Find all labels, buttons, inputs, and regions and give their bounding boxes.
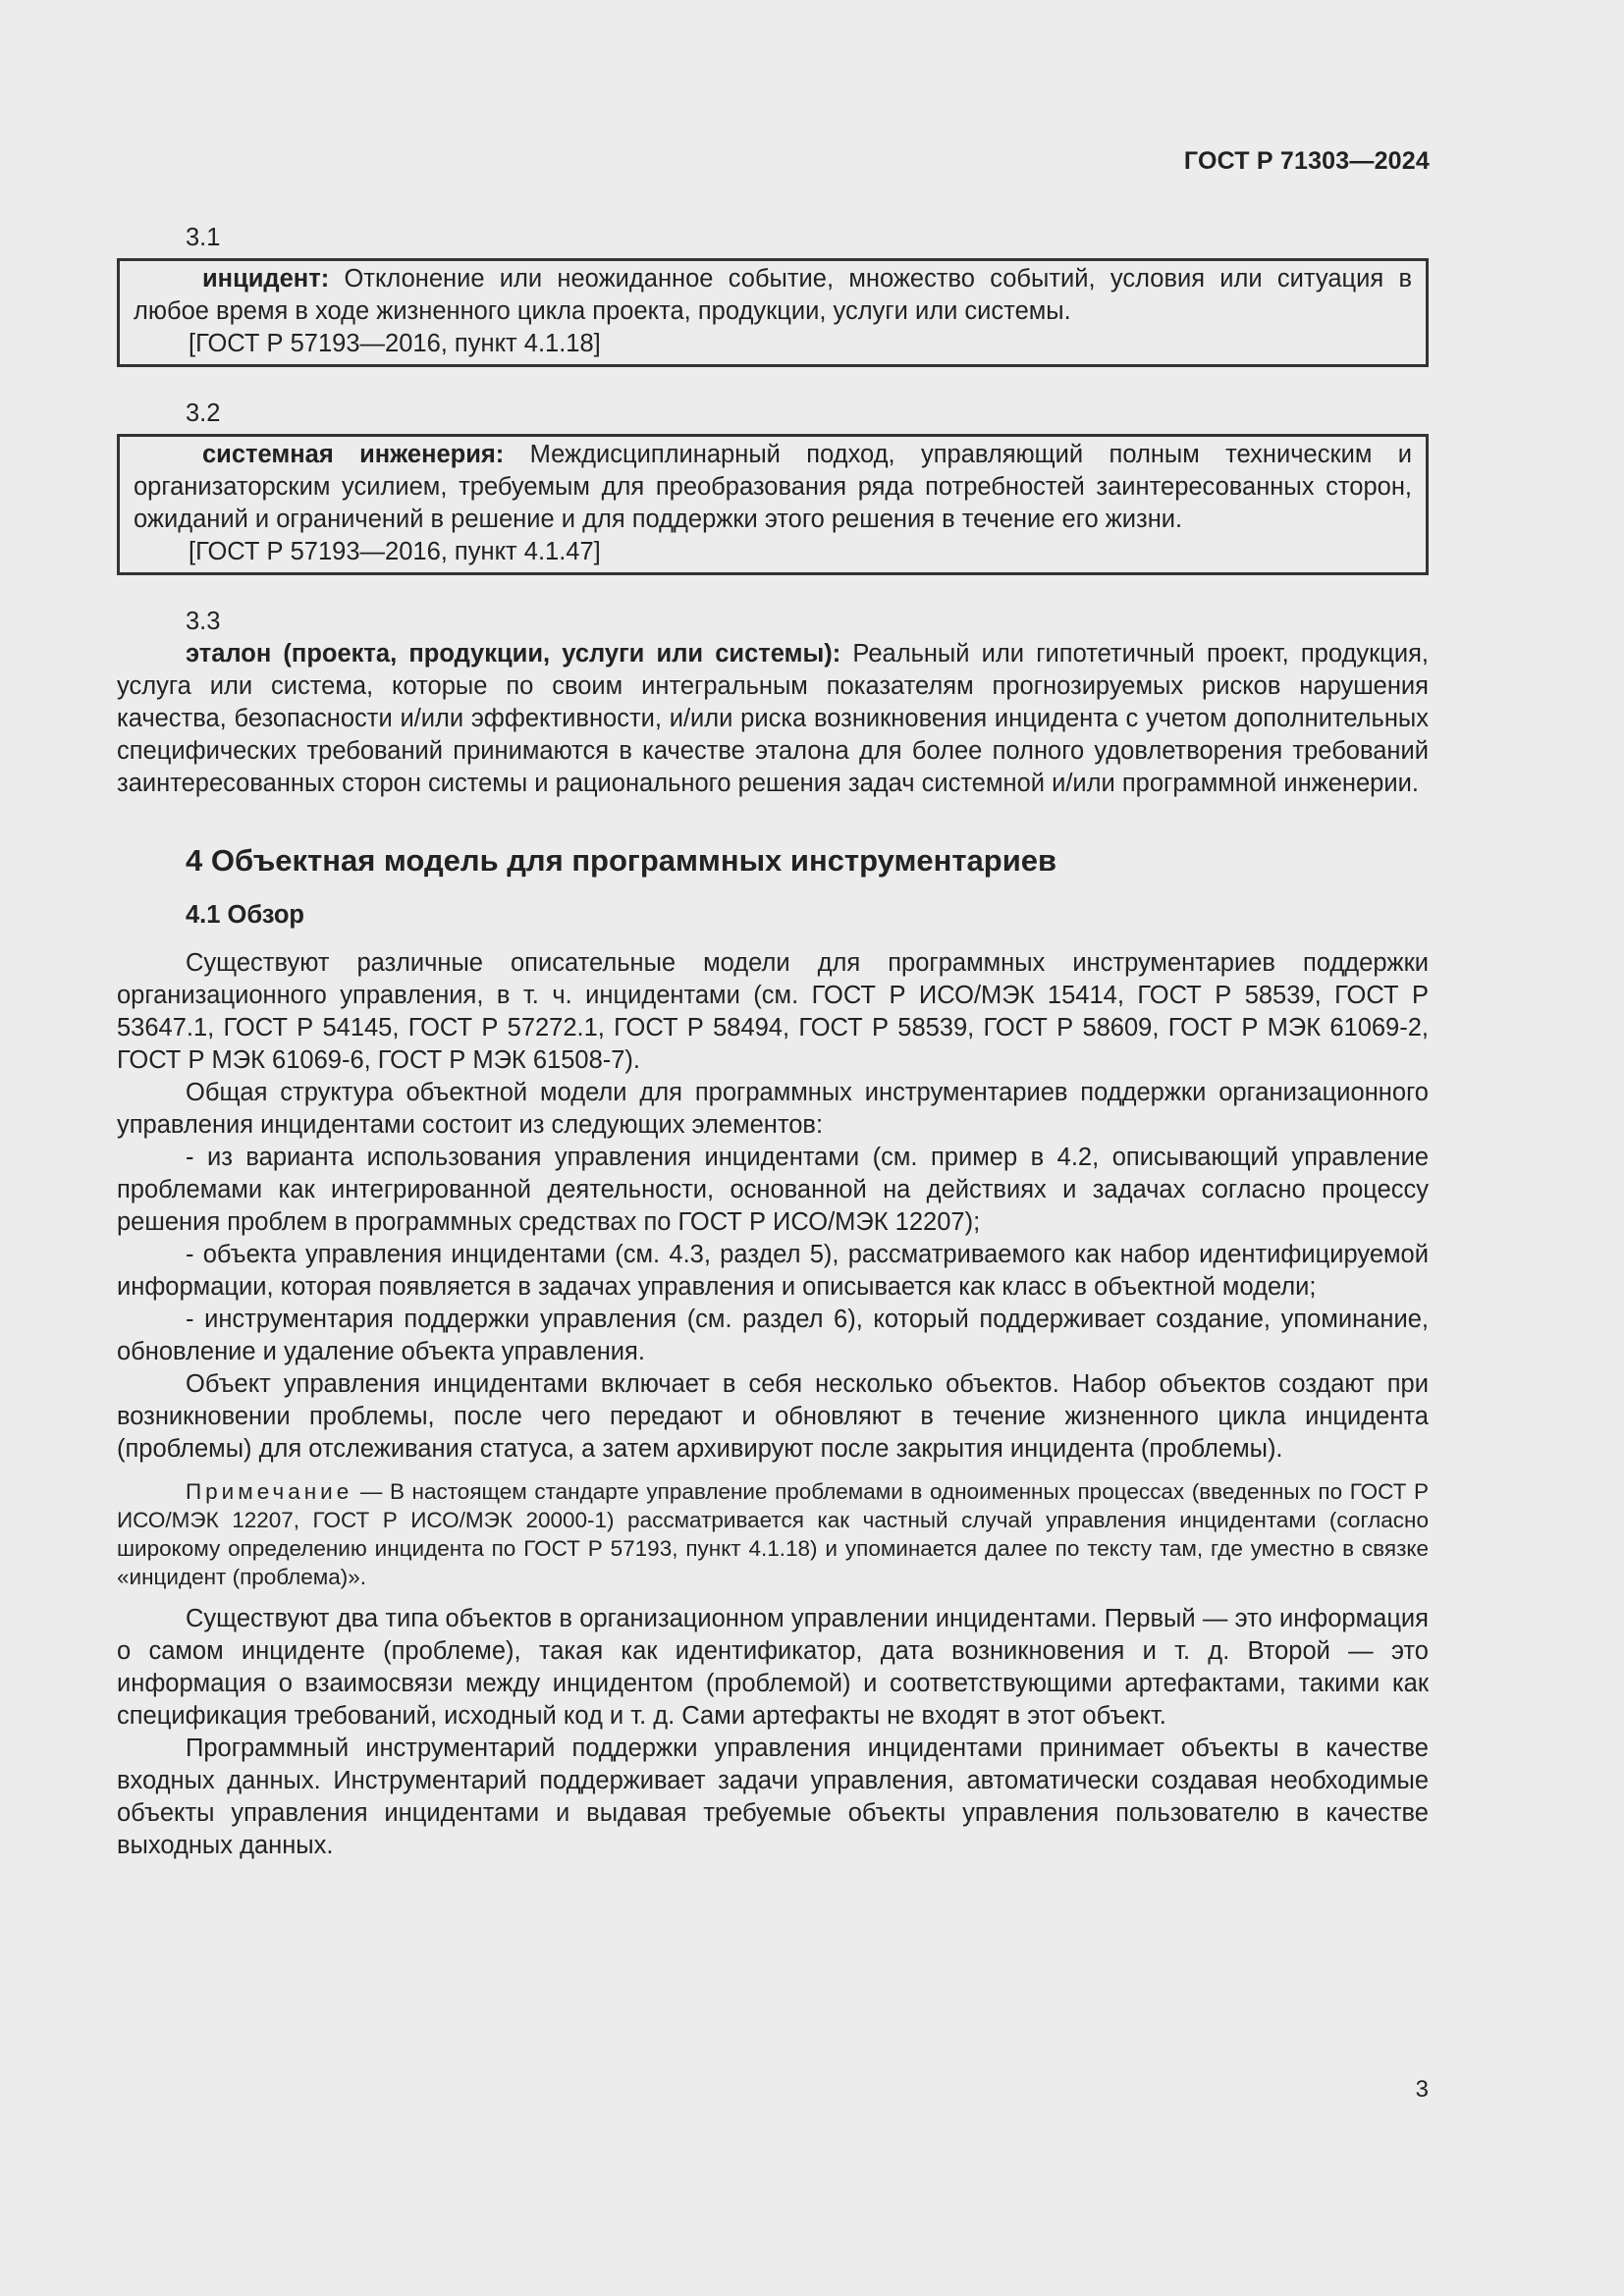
term-definition	[134, 439, 1412, 536]
term-definition-box	[117, 258, 1429, 367]
page-number: 3	[1415, 2076, 1429, 2103]
term-name: инцидент:	[202, 265, 330, 293]
term-definition	[134, 263, 1412, 328]
page-content	[117, 222, 1429, 1862]
body-paragraph: Общая структура объектной модели для программных инструментариев поддержки организационного управления инцидентами состоит из следующих элементов:	[117, 1079, 1429, 1139]
term-source: [ГОСТ Р 57193—2016, пункт 4.1.47]	[189, 538, 601, 565]
body-paragraph: Программный инструментарий поддержки управления инцидентами принимает объекты в качестве входных данных. Инструментарий поддерживает задачи управления, автоматически создавая необходимые объекты управления инцидентами и выдавая требуемые объекты управления пользователю в качестве выходных данных.	[117, 1735, 1429, 1859]
term-name: системная инженерия:	[202, 441, 505, 468]
term-name: эталон (проекта, продукции, услуги или системы):	[186, 640, 841, 667]
term-number: 3.2	[186, 400, 221, 427]
list-item: - из варианта использования управления инцидентами (см. пример в 4.2, описывающий управление проблемами как интегрированной деятельности, основанной на действиях и задачах согласно процессу решения проблем в программных средствах по ГОСТ Р ИСО/МЭК 12207);	[117, 1144, 1429, 1236]
body-paragraph: Существуют два типа объектов в организационном управлении инцидентами. Первый — это информация о самом инциденте (проблеме), такая как идентификатор, дата возникновения и т. д. Второй — это информация о взаимосвязи между инцидентом (проблемой) и соответствующими артефактами, такими как спецификация требований, исходный код и т. д. Сами артефакты не входят в этот объект.	[117, 1605, 1429, 1730]
note	[117, 1477, 1429, 1591]
term-number: 3.1	[186, 224, 221, 251]
section-heading: 4 Объектная модель для программных инструментариев	[186, 843, 1057, 878]
term-text: Отклонение или неожиданное событие, множество событий, условия или ситуация в любое время в ходе жизненного цикла проекта, продукции, услуги или системы.	[134, 265, 1412, 325]
term-number: 3.3	[186, 608, 221, 635]
standard-header: ГОСТ Р 71303—2024	[1183, 147, 1430, 175]
body-paragraph: Существуют различные описательные модели для программных инструментариев поддержки организационного управления, в т. ч. инцидентами (см. ГОСТ Р ИСО/МЭК 15414, ГОСТ Р 58539, ГОСТ Р 53647.1, ГОСТ Р 54145, ГОСТ Р 57272.1, ГОСТ Р 58494, ГОСТ Р 58539, ГОСТ Р 58609, ГОСТ Р МЭК 61069-2, ГОСТ Р МЭК 61069-6, ГОСТ Р МЭК 61508-7).	[117, 949, 1429, 1074]
list-item: - объекта управления инцидентами (см. 4.3, раздел 5), рассматриваемого как набор идентифицируемой информации, которая появляется в задачах управления и описывается как класс в объектной модели;	[117, 1241, 1429, 1301]
subsection-heading: 4.1 Обзор	[186, 901, 304, 929]
term-definition-box	[117, 434, 1429, 575]
note-label: Примечание	[186, 1479, 353, 1504]
body-paragraph: Объект управления инцидентами включает в себя несколько объектов. Набор объектов создают при возникновении проблемы, после чего передают и обновляют в течение жизненного цикла инцидента (проблемы) для отслеживания статуса, а затем архивируют после закрытия инцидента (проблемы).	[117, 1370, 1429, 1463]
term-text: Междисциплинарный подход, управляющий полным техническим и организаторским усилием, требуемым для преобразования ряда потребностей заинтересованных сторон, ожиданий и ограничений в решение и для поддержки этого решения в течение его жизни.	[134, 441, 1412, 533]
term-text: Реальный или гипотетичный проект, продукция, услуга или система, которые по своим интегральным показателям прогнозируемых рисков нарушения качества, безопасности и/или эффективности, и/или риска возникновения инцидента с учетом дополнительных специфических требований принимаются в качестве эталона для более полного удовлетворения требований заинтересованных сторон системы и рационального решения задач системной и/или программной инженерии.	[117, 640, 1429, 797]
term-source: [ГОСТ Р 57193—2016, пункт 4.1.18]	[189, 330, 601, 357]
note-text: — В настоящем стандарте управление проблемами в одноименных процессах (введенных по ГОСТ Р ИСО/МЭК 12207, ГОСТ Р ИСО/МЭК 20000-1) рассматривается как частный случай управления инцидентами (согласно широкому определению инцидента по ГОСТ Р 57193, пункт 4.1.18) и упоминается далее по тексту там, где уместно в связке «инцидент (проблема)».	[117, 1479, 1429, 1589]
list-item: - инструментария поддержки управления (см. раздел 6), который поддерживает создание, упоминание, обновление и удаление объекта управления.	[117, 1306, 1429, 1365]
term-definition	[117, 638, 1429, 800]
